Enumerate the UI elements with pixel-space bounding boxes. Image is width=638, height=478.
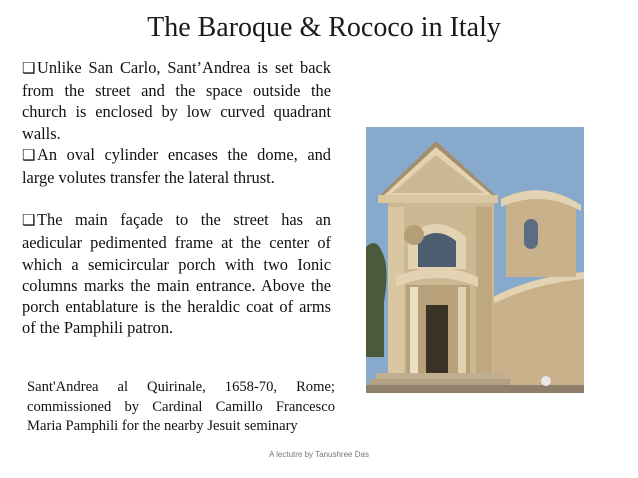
bullet-icon: ❑ <box>22 213 36 230</box>
bullet-icon: ❑ <box>22 61 36 77</box>
pilaster-left <box>388 207 404 385</box>
body-text <box>22 57 331 338</box>
tree <box>366 243 387 357</box>
bullet-paragraph <box>22 57 331 144</box>
ionic-column-left <box>410 287 418 379</box>
main-door <box>426 305 448 377</box>
coat-of-arms <box>404 225 424 245</box>
paragraph-text: The main façade to the street has an aedicular pedimented frame at the center of which a semicircular porch with two Ionic columns marks the main entrance. Above the porch entablature is the heraldic coat of arms of the Pamphili patron. <box>22 210 331 338</box>
slide-title: The Baroque & Rococo in Italy <box>147 12 501 43</box>
dome-drum <box>506 191 576 277</box>
footer-credit: A lectutre by Tanushree Das <box>269 450 369 459</box>
drum-window <box>524 219 538 249</box>
step <box>370 379 510 385</box>
bullet-paragraph <box>22 209 331 338</box>
paragraph-text: Unlike San Carlo, Sant’Andrea is set back from the street and the space outside the church is enclosed by low curved quadrant walls. <box>22 58 331 143</box>
pilaster-right <box>476 207 492 385</box>
bullet-icon: ❑ <box>22 147 36 164</box>
church-illustration <box>366 127 584 393</box>
church-photo <box>366 127 584 393</box>
bullet-paragraph <box>22 144 331 188</box>
street <box>366 385 584 393</box>
arch-window <box>418 233 456 267</box>
step <box>376 373 502 379</box>
photo-caption: Sant'Andrea al Quirinale, 1658-70, Rome; commissioned by Cardinal Camillo Francesco Maria Pamphili for the nearby Jesuit seminary <box>27 379 335 435</box>
paragraph-text: An oval cylinder encases the dome, and large volutes transfer the lateral thrust. <box>22 144 331 188</box>
entablature <box>378 195 498 203</box>
ionic-column-right <box>458 287 466 379</box>
scooter <box>541 376 551 386</box>
